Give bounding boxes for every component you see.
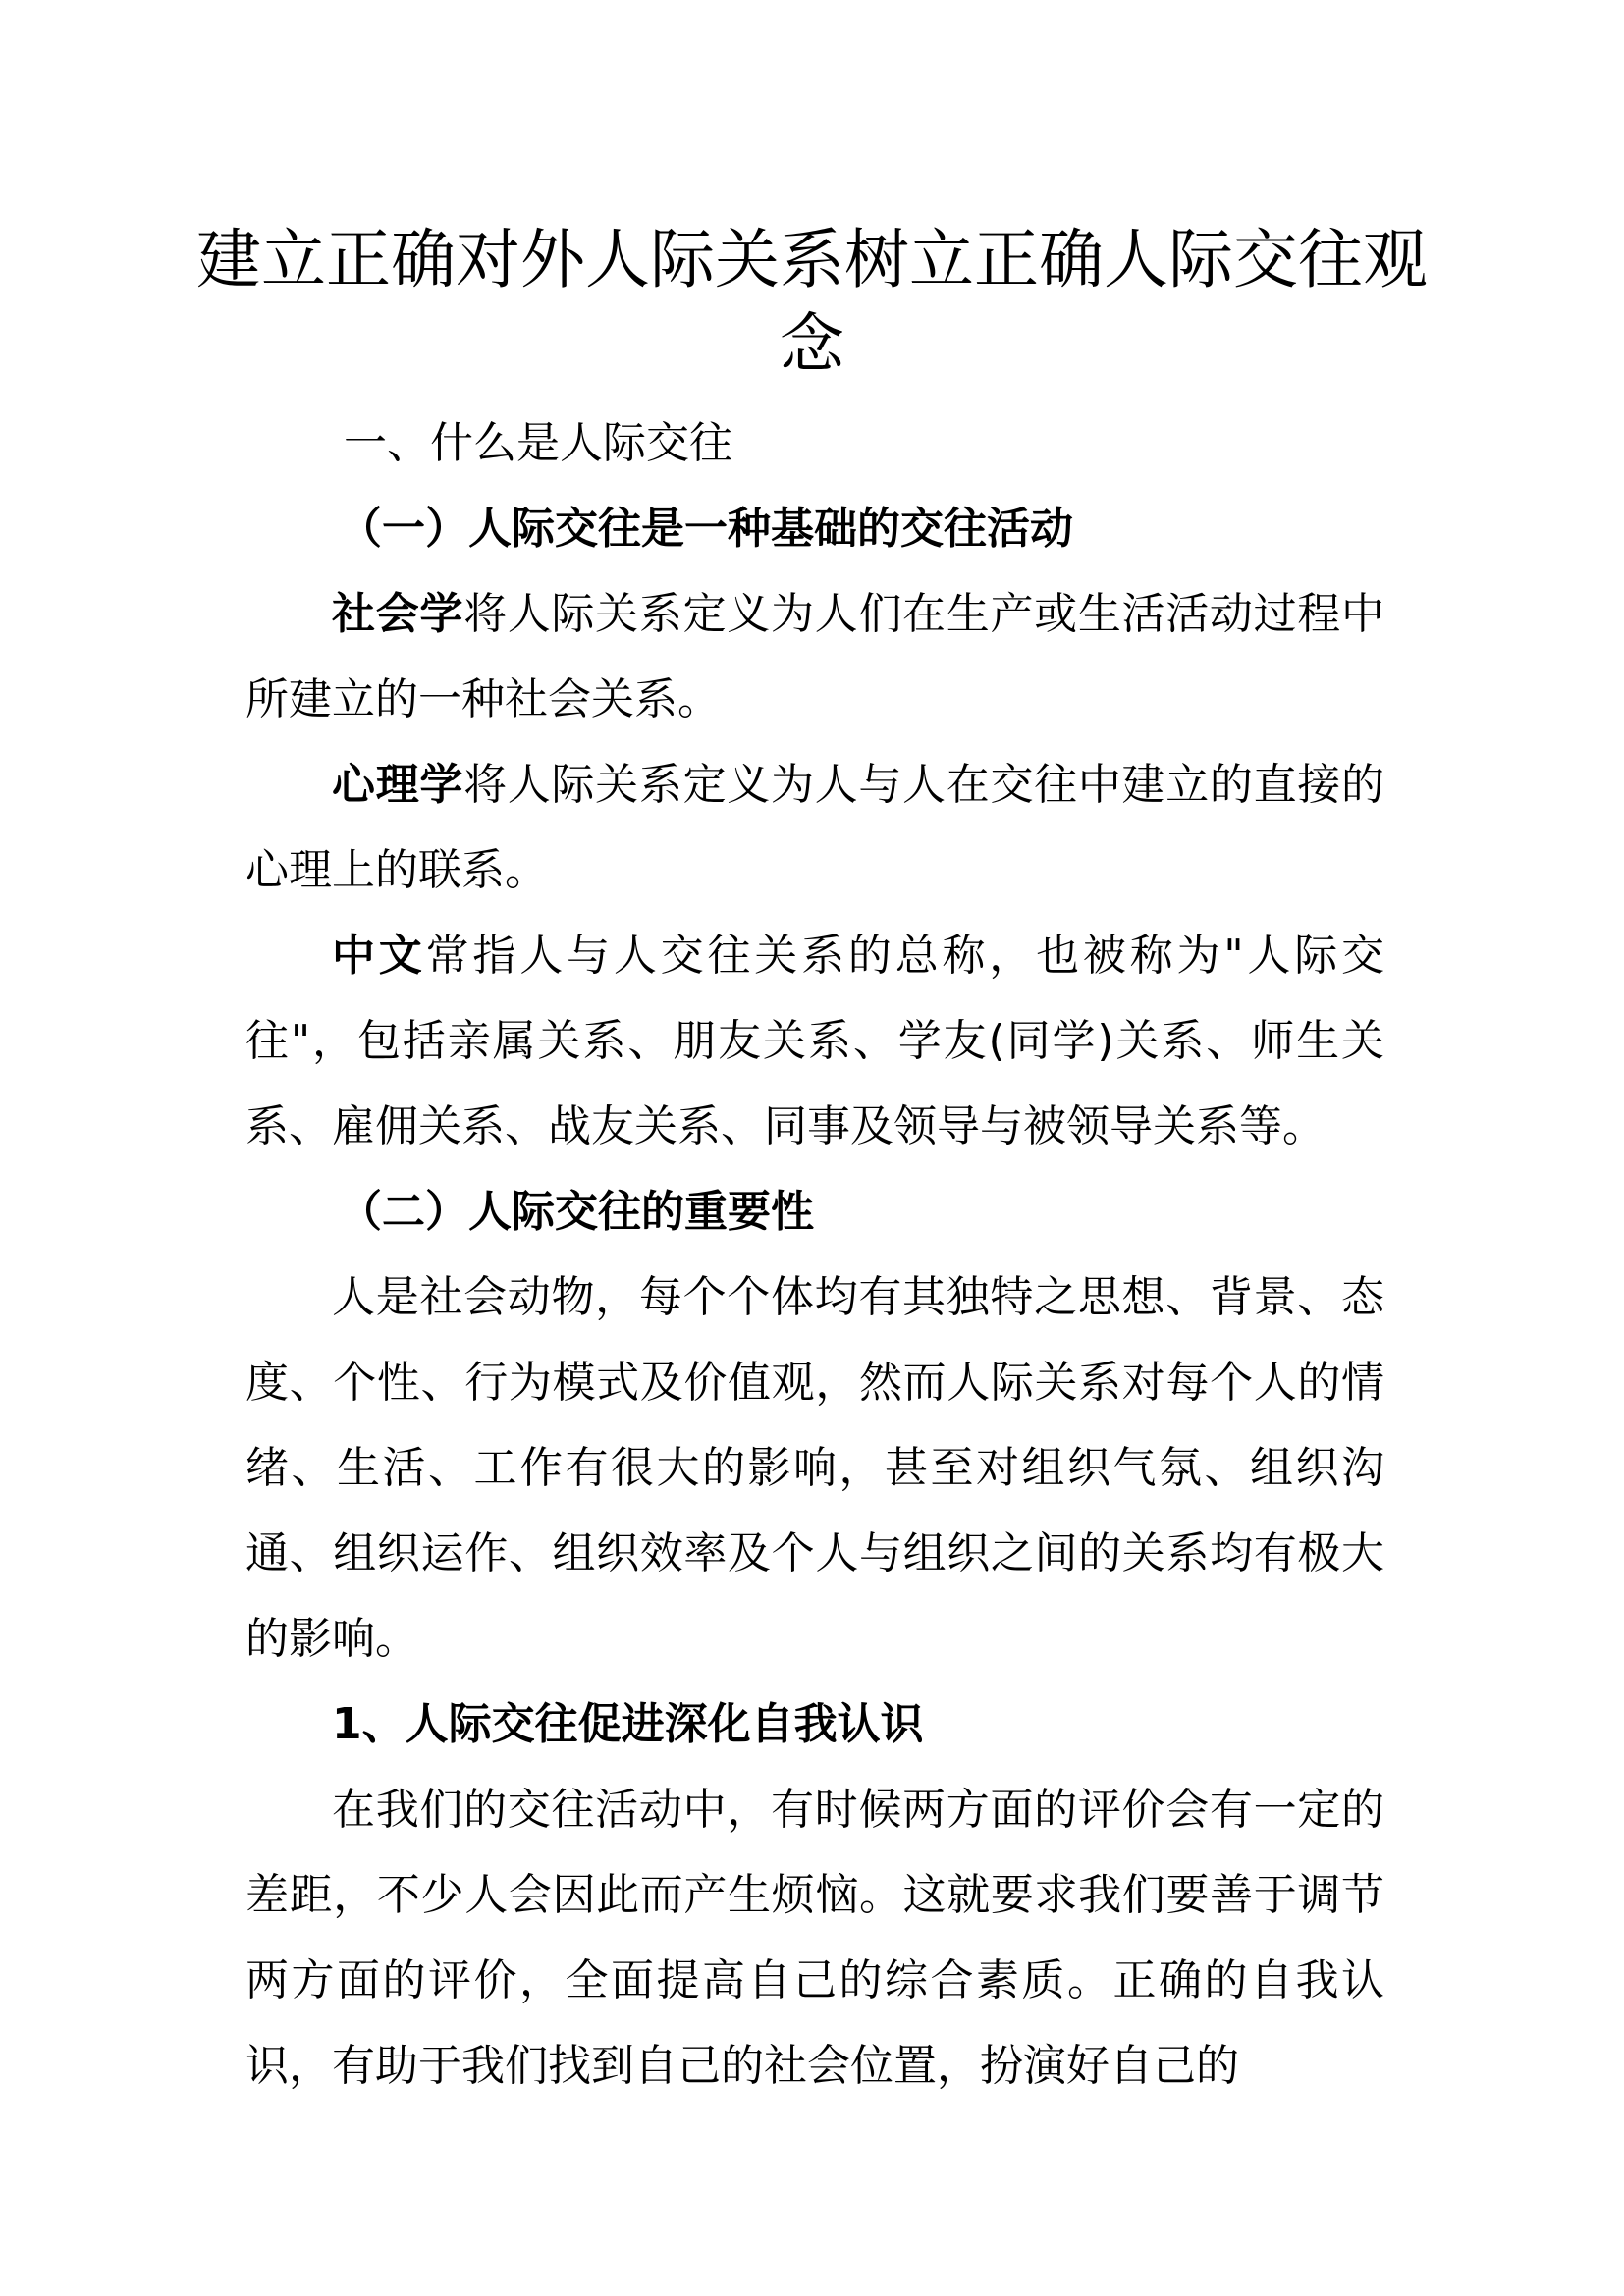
- lead-term-chinese: 中文: [332, 931, 426, 981]
- paragraph-sociology-text: 将人际关系定义为人们在生产或生活活动过程中所建立的一种社会关系。: [245, 589, 1385, 724]
- paragraph-self-knowledge: 在我们的交往活动中，有时候两方面的评价会有一定的差距，不少人会因此而产生烦恼。这就要求我们要善于调节两方面的评价，全面提高自己的综合素质。正确的自我认识，有助于我们找到自己的社会位置，扮演好自己的: [245, 1785, 1384, 2091]
- subsection-heading-1: （一）人际交往是一种基础的交往活动: [339, 504, 1073, 554]
- paragraph-sociology: [245, 571, 1384, 742]
- section-heading-1: 一、什么是人际交往: [344, 418, 732, 468]
- lead-term-sociology: 社会学: [332, 589, 464, 639]
- paragraph-chinese: [245, 913, 1384, 1169]
- paragraph-psychology-text: 将人际关系定义为人与人在交往中建立的直接的心理上的联系。: [245, 760, 1385, 895]
- paragraph-chinese-text: 常指人与人交往关系的总称，也被称为"人际交往"，包括亲属关系、朋友关系、学友(同学)关系、师生关系、雇佣关系、战友关系、同事及领导与被领导关系等。: [245, 931, 1384, 1151]
- point-heading-1: 1、人际交往促进深化自我认识: [332, 1699, 924, 1749]
- lead-term-psychology: 心理学: [332, 760, 464, 810]
- subsection-heading-2: （二）人际交往的重要性: [339, 1187, 814, 1237]
- paragraph-importance: 人是社会动物，每个个体均有其独特之思想、背景、态度、个性、行为模式及价值观，然而人际关系对每个人的情绪、生活、工作有很大的影响，甚至对组织气氛、组织沟通、组织运作、组织效率及个人与组织之间的关系均有极大的影响。: [245, 1272, 1384, 1664]
- paragraph-psychology: [245, 742, 1384, 913]
- document-body: [245, 400, 1384, 2109]
- document-title: 建立正确对外人际关系树立正确人际交往观念: [196, 222, 1428, 382]
